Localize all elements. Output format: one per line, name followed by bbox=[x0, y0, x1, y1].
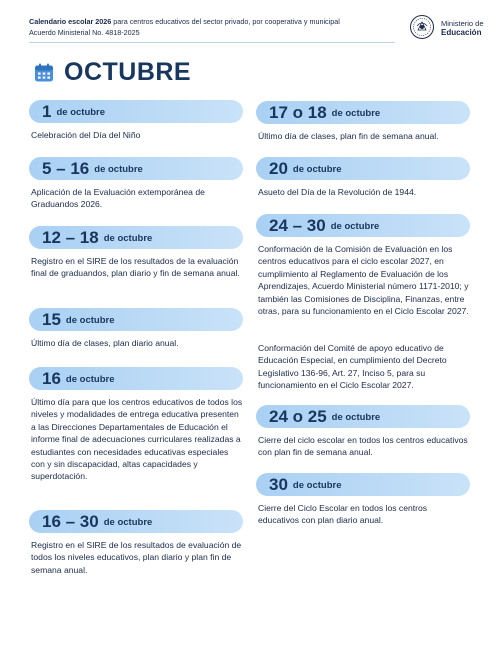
event-description: Último día de clases, plan fin de semana anual. bbox=[258, 131, 439, 141]
date-day: 5 – 16 bbox=[42, 158, 90, 178]
date-pill bbox=[256, 405, 470, 428]
date-day: 15 bbox=[42, 309, 61, 329]
date-pill bbox=[256, 101, 470, 124]
date-pill bbox=[29, 367, 243, 390]
ministry-logo-text: Ministerio de Educación bbox=[441, 19, 484, 37]
date-month: de octubre bbox=[292, 479, 342, 491]
date-month: de octubre bbox=[103, 516, 153, 528]
date-month: de octubre bbox=[94, 163, 143, 175]
event-description: Celebración del Día del Niño bbox=[31, 130, 141, 140]
event-description: Último día de clases, plan diario anual. bbox=[31, 338, 179, 348]
event-description: Conformación de la Comisión de Evaluación en los centros educativos para el ciclo escolar 2027, en cumplimiento al Reglamento de Evaluación de los Aprendizajes, Acuerdo Ministerial número 1171-2010; y también las Comisiones de Disciplina, Finanzas, entre otras, para su funcionamiento en el Ciclo Escolar 2027. bbox=[258, 244, 469, 317]
date-pill bbox=[29, 510, 243, 533]
date-day: 30 bbox=[269, 474, 288, 494]
header-divider bbox=[29, 42, 395, 43]
event-description: Aplicación de la Evaluación extemporánea de Graduandos 2026. bbox=[31, 187, 205, 210]
date-day: 1 bbox=[42, 101, 52, 121]
date-day: 17 o 18 bbox=[269, 102, 327, 122]
date-month: de octubre bbox=[331, 411, 381, 423]
event-description: Asueto del Día de la Revolución de 1944. bbox=[258, 187, 417, 197]
date-day: 16 bbox=[42, 368, 61, 388]
document-header bbox=[29, 14, 484, 48]
date-pill bbox=[256, 157, 470, 180]
coat-of-arms-logo bbox=[409, 14, 435, 40]
calendar-icon bbox=[34, 63, 54, 83]
event-description-secondary: Conformación del Comité de apoyo educativo de Educación Especial, en cumplimiento del Decreto Legislativo 136-96, Art. 27, Inciso 5, para su funcionamiento en el Ciclo Escolar 2027. bbox=[258, 343, 447, 391]
date-pill bbox=[29, 100, 243, 123]
date-month: de octubre bbox=[65, 314, 115, 326]
date-month: de octubre bbox=[331, 107, 381, 119]
event-description: Cierre del Ciclo Escolar en todos los centros educativos con plan diario anual. bbox=[258, 503, 428, 526]
date-month: de octubre bbox=[56, 106, 106, 118]
date-day: 20 bbox=[269, 158, 288, 178]
event-description: Último día para que los centros educativos de todos los niveles y modalidades de entrega educativa presenten a las Direcciones Departamentales de Educación el informe final de adecuaciones curriculares realizadas a estudiantes con necesidades educativas especiales con y sin discapacidad, altas capacidades y superdotación. bbox=[31, 397, 243, 482]
date-pill bbox=[29, 308, 243, 331]
date-pill bbox=[29, 226, 243, 249]
date-day: 12 – 18 bbox=[42, 227, 99, 247]
date-month: de octubre bbox=[330, 220, 380, 232]
date-pill bbox=[256, 473, 470, 496]
date-day: 16 – 30 bbox=[42, 511, 99, 531]
date-day: 24 – 30 bbox=[269, 215, 326, 235]
date-month: de octubre bbox=[103, 232, 153, 244]
date-month: de octubre bbox=[292, 163, 342, 175]
header-subtitle: Acuerdo Ministerial No. 4818-2025 bbox=[29, 28, 140, 37]
month-title: OCTUBRE bbox=[64, 58, 192, 86]
date-day: 24 o 25 bbox=[269, 406, 327, 426]
event-description: Cierre del ciclo escolar en todos los centros educativos con plan fin de semana anual. bbox=[258, 435, 468, 458]
date-pill bbox=[256, 214, 470, 237]
date-pill bbox=[29, 157, 243, 180]
event-description: Registro en el SIRE de los resultados de la evaluación final de graduandos, plan diario y fin de semana anual. bbox=[31, 256, 240, 279]
date-month: de octubre bbox=[65, 373, 115, 385]
event-description: Registro en el SIRE de los resultados de evaluación de todos los niveles educativos, plan diario y plan fin de semana anual. bbox=[31, 540, 242, 575]
header-title: Calendario escolar 2026 para centros educativos del sector privado, por cooperativa y municipal bbox=[29, 17, 340, 26]
